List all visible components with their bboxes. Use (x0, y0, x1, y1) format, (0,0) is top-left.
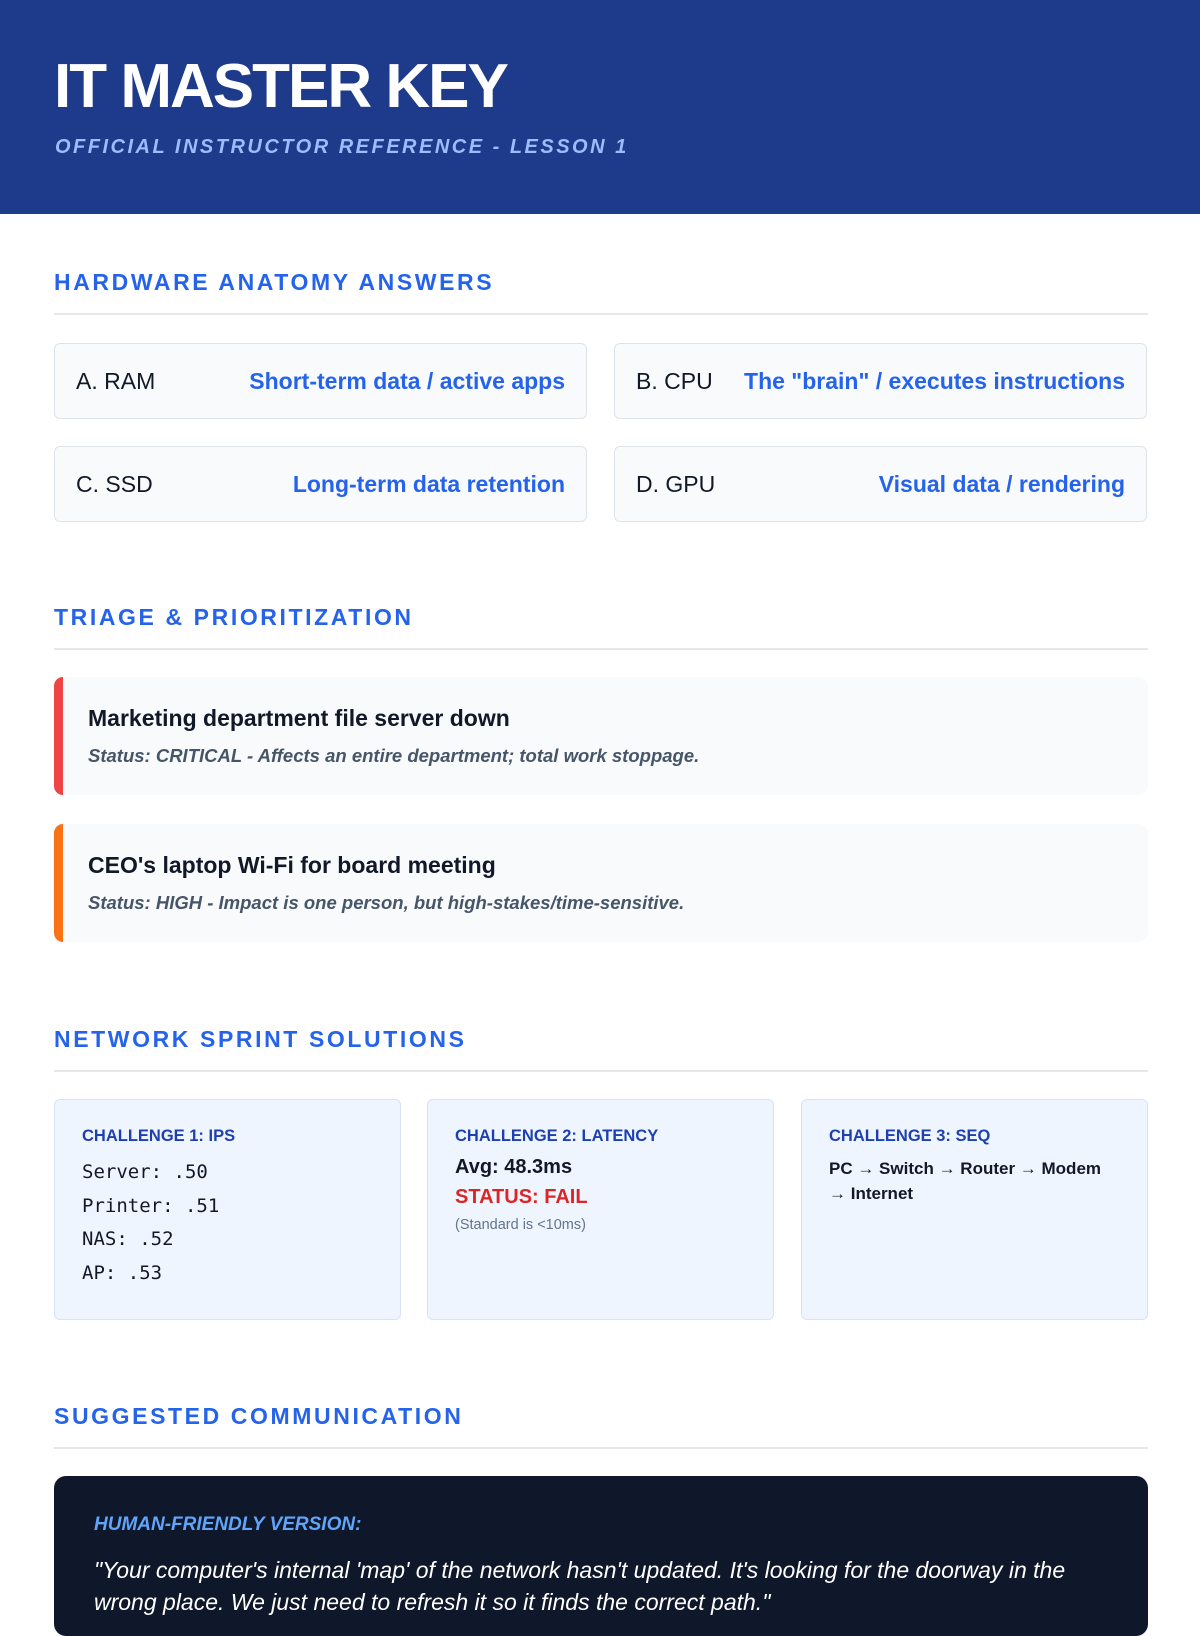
ip-line: NAS: .52 (82, 1228, 174, 1250)
hardware-answer: Long-term data retention (292, 470, 565, 497)
latency-status: STATUS: FAIL (455, 1186, 588, 1208)
latency-average: Avg: 48.3ms (455, 1156, 573, 1178)
page-title: IT MASTER KEY (54, 52, 507, 121)
ip-line: Printer: .51 (82, 1194, 220, 1217)
challenge-card-latency (427, 1099, 774, 1320)
hardware-card-gpu (614, 446, 1147, 522)
hardware-section-title: HARDWARE ANATOMY ANSWERS (54, 269, 495, 295)
triage-item-title: CEO's laptop Wi-Fi for board meeting (88, 852, 496, 878)
challenge-title: CHALLENGE 2: LATENCY (455, 1127, 659, 1145)
triage-item-critical (54, 677, 1148, 795)
challenge-title: CHALLENGE 1: IPS (82, 1127, 236, 1145)
hardware-key: D. GPU (636, 470, 716, 497)
triage-item-status: Status: HIGH - Impact is one person, but high-stakes/time-sensitive. (88, 892, 685, 913)
hardware-answer: Short-term data / active apps (249, 367, 565, 394)
hardware-answer: Visual data / rendering (878, 470, 1125, 497)
page-header (0, 0, 1200, 214)
section-divider (54, 1070, 1148, 1072)
triage-item-status: Status: CRITICAL - Affects an entire department; total work stoppage. (88, 745, 700, 766)
section-divider (54, 313, 1148, 315)
hardware-card-ram (54, 343, 587, 419)
priority-indicator (54, 824, 63, 942)
hardware-answer: The "brain" / executes instructions (744, 367, 1125, 394)
communication-box (54, 1476, 1148, 1636)
communication-quote: "Your computer's internal 'map' of the network hasn't updated. It's looking for the doorway in the wrong place. We just need to refresh it so it finds the correct path." (94, 1557, 1066, 1615)
communication-section-title: SUGGESTED COMMUNICATION (54, 1403, 464, 1429)
challenge-card-ips (54, 1099, 401, 1320)
network-section-title: NETWORK SPRINT SOLUTIONS (54, 1026, 467, 1052)
hardware-key: C. SSD (76, 470, 153, 497)
ip-line: AP: .53 (82, 1261, 163, 1284)
section-divider (54, 648, 1148, 650)
hardware-card-ssd (54, 446, 587, 522)
network-sequence: PC → Switch → Router → Modem → Internet (829, 1159, 1102, 1203)
triage-item-title: Marketing department file server down (88, 705, 510, 731)
hardware-key: A. RAM (76, 367, 156, 394)
priority-indicator (54, 677, 63, 795)
hardware-card-cpu (614, 343, 1147, 419)
challenge-card-sequence (801, 1099, 1148, 1320)
triage-item-high (54, 824, 1148, 942)
section-divider (54, 1447, 1148, 1449)
triage-section-title: TRIAGE & PRIORITIZATION (54, 604, 414, 630)
hardware-key: B. CPU (636, 367, 713, 394)
ip-line: Server: .50 (82, 1161, 208, 1183)
page-subtitle: OFFICIAL INSTRUCTOR REFERENCE - LESSON 1 (55, 136, 629, 158)
latency-standard-note: (Standard is <10ms) (455, 1217, 586, 1233)
challenge-title: CHALLENGE 3: SEQ (829, 1127, 991, 1145)
communication-label: HUMAN-FRIENDLY VERSION: (94, 1514, 362, 1535)
